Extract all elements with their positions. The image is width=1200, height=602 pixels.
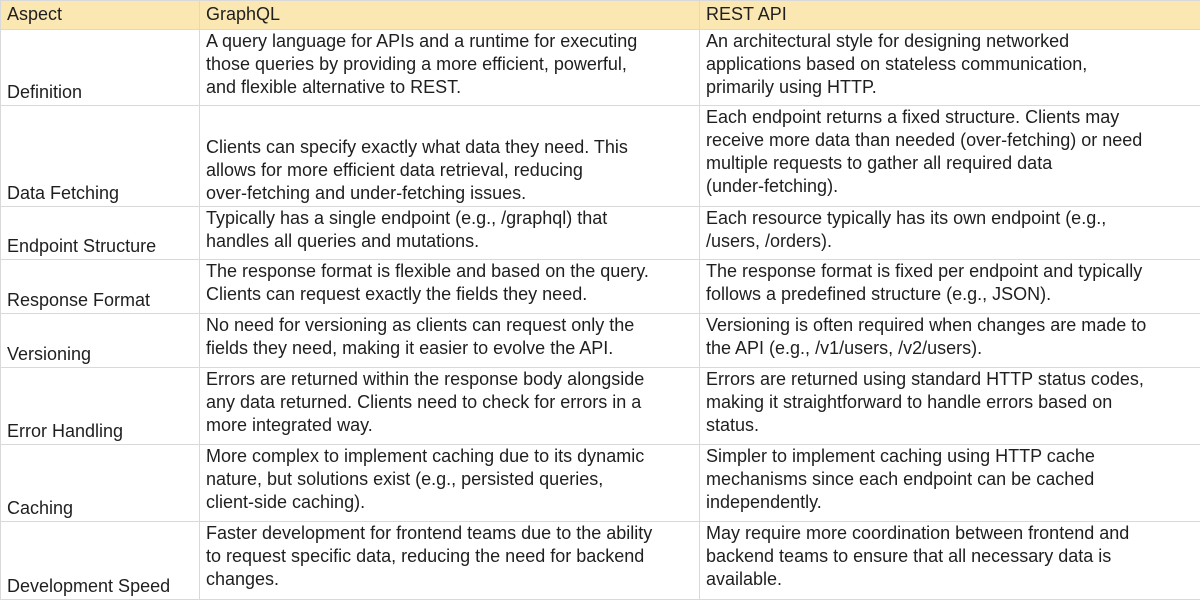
rest-api-cell: [700, 314, 1200, 368]
graphql-cell: [200, 260, 700, 314]
aspect-cell: Error Handling: [1, 368, 200, 445]
cell-line: An architectural style for designing networked: [706, 31, 1070, 51]
graphql-cell: [200, 368, 700, 445]
cell-line: Each endpoint returns a fixed structure. Clients may: [706, 107, 1120, 127]
table-row: [1, 368, 1200, 445]
rest-api-cell: [700, 106, 1200, 207]
aspect-cell: Endpoint Structure: [1, 207, 200, 260]
table-row: [1, 260, 1200, 314]
cell-line: allows for more efficient data retrieval, reducing: [206, 160, 583, 180]
cell-line: Each resource typically has its own endpoint (e.g.,: [706, 208, 1107, 228]
rest-api-cell: [700, 30, 1200, 106]
cell-line: Clients can specify exactly what data they need. This: [206, 137, 628, 157]
table-row: [1, 522, 1200, 600]
table-row: [1, 314, 1200, 368]
cell-line: Errors are returned within the response body alongside: [206, 369, 645, 389]
cell-line: primarily using HTTP.: [706, 77, 877, 97]
cell-line: making it straightforward to handle errors based on: [706, 392, 1113, 412]
rest-api-cell: [700, 445, 1200, 522]
cell-line: No need for versioning as clients can request only the: [206, 315, 635, 335]
rest-api-cell: [700, 522, 1200, 600]
aspect-cell: Response Format: [1, 260, 200, 314]
cell-line: more integrated way.: [206, 415, 373, 435]
aspect-cell: Caching: [1, 445, 200, 522]
cell-line: More complex to implement caching due to its dynamic: [206, 446, 645, 466]
graphql-cell: [200, 314, 700, 368]
rest-api-cell: [700, 207, 1200, 260]
cell-line: nature, but solutions exist (e.g., persisted queries,: [206, 469, 604, 489]
cell-line: and flexible alternative to REST.: [206, 77, 462, 97]
graphql-cell: [200, 207, 700, 260]
cell-line: (under-fetching).: [706, 176, 839, 196]
table-row: [1, 30, 1200, 106]
header-graphql: GraphQL: [200, 1, 700, 30]
header-aspect: Aspect: [1, 1, 200, 30]
aspect-cell: Development Speed: [1, 522, 200, 600]
cell-line: A query language for APIs and a runtime for executing: [206, 31, 638, 51]
table-row: [1, 445, 1200, 522]
cell-line: to request specific data, reducing the need for backend: [206, 546, 645, 566]
rest-api-cell: [700, 368, 1200, 445]
cell-line: /users, /orders).: [706, 231, 833, 251]
cell-line: follows a predefined structure (e.g., JSON).: [706, 284, 1052, 304]
cell-line: Typically has a single endpoint (e.g., /graphql) that: [206, 208, 608, 228]
graphql-cell: [200, 522, 700, 600]
cell-line: handles all queries and mutations.: [206, 231, 480, 251]
header-row: [1, 1, 1200, 30]
cell-line: changes.: [206, 569, 280, 589]
cell-line: the API (e.g., /v1/users, /v2/users).: [706, 338, 983, 358]
cell-line: over-fetching and under-fetching issues.: [206, 183, 527, 203]
cell-line: any data returned. Clients need to check for errors in a: [206, 392, 642, 412]
cell-line: Versioning is often required when changes are made to: [706, 315, 1147, 335]
rest-api-cell: [700, 260, 1200, 314]
aspect-cell: Data Fetching: [1, 106, 200, 207]
cell-line: applications based on stateless communication,: [706, 54, 1088, 74]
cell-line: independently.: [706, 492, 822, 512]
cell-line: multiple requests to gather all required data: [706, 153, 1053, 173]
cell-line: Faster development for frontend teams due to the ability: [206, 523, 653, 543]
graphql-cell: [200, 30, 700, 106]
aspect-cell: Versioning: [1, 314, 200, 368]
cell-line: receive more data than needed (over-fetching) or need: [706, 130, 1143, 150]
cell-line: those queries by providing a more efficient, powerful,: [206, 54, 627, 74]
cell-line: available.: [706, 569, 783, 589]
table-row: [1, 207, 1200, 260]
cell-line: client-side caching).: [206, 492, 366, 512]
cell-line: Simpler to implement caching using HTTP cache: [706, 446, 1095, 466]
cell-line: status.: [706, 415, 760, 435]
graphql-cell: [200, 445, 700, 522]
header-rest-api: REST API: [700, 1, 1200, 30]
cell-line: May require more coordination between frontend and: [706, 523, 1130, 543]
cell-line: backend teams to ensure that all necessary data is: [706, 546, 1112, 566]
cell-line: Errors are returned using standard HTTP status codes,: [706, 369, 1144, 389]
aspect-cell: Definition: [1, 30, 200, 106]
table-row: [1, 106, 1200, 207]
cell-line: The response format is fixed per endpoint and typically: [706, 261, 1143, 281]
cell-line: Clients can request exactly the fields they need.: [206, 284, 588, 304]
cell-line: The response format is flexible and based on the query.: [206, 261, 649, 281]
cell-line: mechanisms since each endpoint can be cached: [706, 469, 1095, 489]
cell-line: fields they need, making it easier to evolve the API.: [206, 338, 614, 358]
graphql-cell: [200, 106, 700, 207]
